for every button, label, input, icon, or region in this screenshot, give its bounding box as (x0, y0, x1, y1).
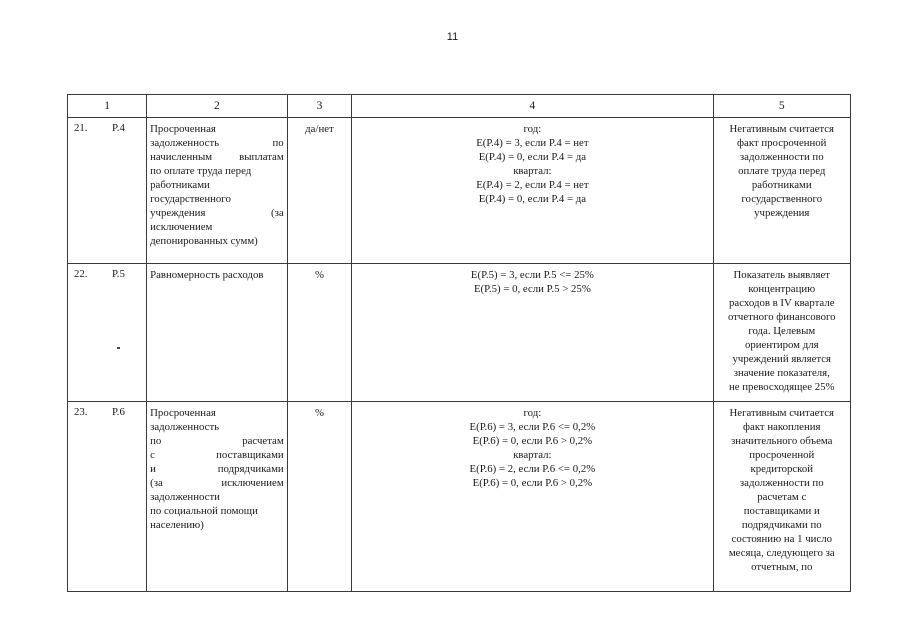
indicator-name-word: исключением (221, 477, 284, 490)
indicator-name-line (150, 122, 284, 136)
indicator-name-word: по оплате труда перед (150, 165, 252, 178)
indicator-name-word: задолженность (150, 137, 220, 150)
note-line: не превосходящее 25% (729, 381, 835, 394)
indicator-name-word: государственного (150, 193, 231, 206)
header-col-2: 2 (147, 95, 288, 118)
indicator-name-line (150, 164, 284, 178)
indicator-name-word: задолженности (150, 491, 220, 504)
indicator-name-cell (147, 402, 288, 592)
note-line: оплате труда перед (738, 165, 826, 178)
formula-line: E(P.4) = 3, если P.4 = нет (476, 137, 589, 150)
indicator-name-line (150, 178, 284, 192)
note-line: значение показателя, (733, 367, 830, 380)
indicator-name-line (150, 490, 284, 504)
note-line: учреждения (754, 207, 810, 220)
indicator-name-line (150, 220, 284, 234)
indicator-name-word: задолженность (150, 421, 220, 434)
header-col-4: 4 (352, 95, 713, 118)
indicator-name-line (150, 434, 284, 448)
formula-cell (352, 264, 713, 402)
indicator-name-word: с (150, 449, 155, 462)
indicator-name-cell (147, 264, 288, 402)
row-number-cell (68, 402, 147, 592)
row-number: 21. (74, 122, 88, 134)
unit-cell: % (287, 264, 352, 402)
table-row (68, 402, 851, 592)
note-line: задолженности по (739, 477, 824, 490)
indicator-name-word: депонированных сумм) (150, 235, 258, 248)
note-line: отчетным, по (751, 561, 813, 574)
note-line: года. Целевым (748, 325, 816, 338)
indicator-name-word: Равномерность расходов (150, 269, 264, 281)
indicator-name-line (150, 462, 284, 476)
note-line: месяца, следующего за (728, 547, 835, 560)
formula-line: год: (523, 407, 542, 419)
formula-line: E(P.5) = 3, если P.5 <= 25% (470, 269, 594, 281)
formula-line: год: (523, 123, 542, 135)
indicator-name-line (150, 206, 284, 220)
note-line: кредиторской (750, 463, 814, 476)
indicator-name-word: работниками (150, 179, 210, 192)
indicator-name-line (150, 234, 284, 248)
indicator-name-line (150, 420, 284, 434)
note-line: состоянию на 1 число (731, 533, 832, 546)
formula-cell (352, 118, 713, 264)
indicator-name-word: исключением (150, 221, 213, 234)
note-line: поставщиками и (743, 505, 820, 518)
formula-line: E(P.6) = 3, если P.6 <= 0,2% (469, 421, 596, 434)
indicator-name-word: по (272, 137, 284, 150)
formula-line: квартал: (513, 165, 552, 178)
indicator-name-line (150, 136, 284, 150)
indicator-code: P.6 (112, 406, 125, 418)
formula-line: E(P.4) = 0, если P.4 = да (478, 193, 587, 206)
row-number-cell (68, 264, 147, 402)
row-number: 23. (74, 406, 88, 418)
note-cell (713, 264, 850, 402)
note-line: факт просроченной (737, 137, 827, 150)
indicator-name-line (150, 192, 284, 206)
unit-cell: % (287, 402, 352, 592)
note-line: государственного (741, 193, 823, 206)
note-line: ориентиром для (744, 339, 819, 352)
indicator-name-word: (за (150, 477, 163, 490)
note-line: отчетного финансового (727, 311, 836, 324)
table-row (68, 264, 851, 402)
indicator-name-line (150, 150, 284, 164)
formula-line: E(P.6) = 0, если P.6 > 0,2% (472, 477, 593, 490)
note-line: значительного объема (731, 435, 833, 448)
note-line: учреждений является (732, 353, 831, 366)
indicator-name-word: начисленным (150, 151, 213, 164)
header-col-1: 1 (68, 95, 147, 118)
indicator-code: P.4 (112, 122, 125, 134)
indicator-name-cell (147, 118, 288, 264)
note-line: Показатель выявляет (733, 269, 831, 281)
formula-cell (352, 402, 713, 592)
formula-line: E(P.4) = 0, если P.4 = да (478, 151, 587, 164)
page-number: 11 (446, 31, 459, 43)
note-line: Негативным считается (729, 123, 835, 135)
indicator-name-word: (за (271, 207, 284, 220)
indicator-name-word: подрядчиками (217, 463, 284, 476)
indicator-name-word: по (150, 435, 162, 448)
indicator-name-word: населению) (150, 519, 204, 532)
indicator-name-line (150, 476, 284, 490)
indicator-name-line (150, 504, 284, 518)
note-line: факт накопления (743, 421, 821, 434)
indicator-name-word: Просроченная (150, 123, 216, 135)
formula-line: квартал: (513, 449, 552, 462)
indicator-name-word: Просроченная (150, 407, 216, 419)
note-line: расчетам с (757, 491, 807, 504)
note-line: расходов в IV квартале (729, 297, 835, 310)
note-line: концентрацию (748, 283, 816, 296)
note-cell (713, 118, 850, 264)
indicator-name-line (150, 406, 284, 420)
header-col-3: 3 (287, 95, 352, 118)
indicator-name-word: выплатам (239, 151, 284, 164)
formula-line: E(P.6) = 2, если P.6 <= 0,2% (469, 463, 596, 476)
indicator-table (67, 94, 851, 592)
note-line: просроченной (749, 449, 815, 462)
unit-cell: да/нет (287, 118, 352, 264)
note-line: задолженности по (739, 151, 824, 164)
indicator-name-word: по социальной помощи (150, 505, 258, 518)
table-header-row (68, 95, 851, 118)
note-cell (713, 402, 850, 592)
indicator-name-line (150, 268, 284, 282)
row-number-cell (68, 118, 147, 264)
indicator-name-word: и (150, 463, 156, 476)
row-number: 22. (74, 268, 88, 280)
formula-line: E(P.6) = 0, если P.6 > 0,2% (472, 435, 593, 448)
formula-line: E(P.4) = 2, если P.4 = нет (476, 179, 589, 192)
indicator-name-word: расчетам (242, 435, 284, 448)
header-col-5: 5 (713, 95, 850, 118)
indicator-name-word: учреждения (150, 207, 206, 220)
indicator-name-line (150, 448, 284, 462)
indicator-code: P.5 (112, 268, 125, 280)
formula-line: E(P.5) = 0, если P.5 > 25% (473, 283, 591, 296)
indicator-name-line (150, 518, 284, 532)
table-row (68, 118, 851, 264)
note-line: Негативным считается (729, 407, 835, 419)
note-line: работниками (751, 179, 812, 192)
indicator-name-word: поставщиками (216, 449, 284, 462)
note-line: подрядчиками по (741, 519, 822, 532)
